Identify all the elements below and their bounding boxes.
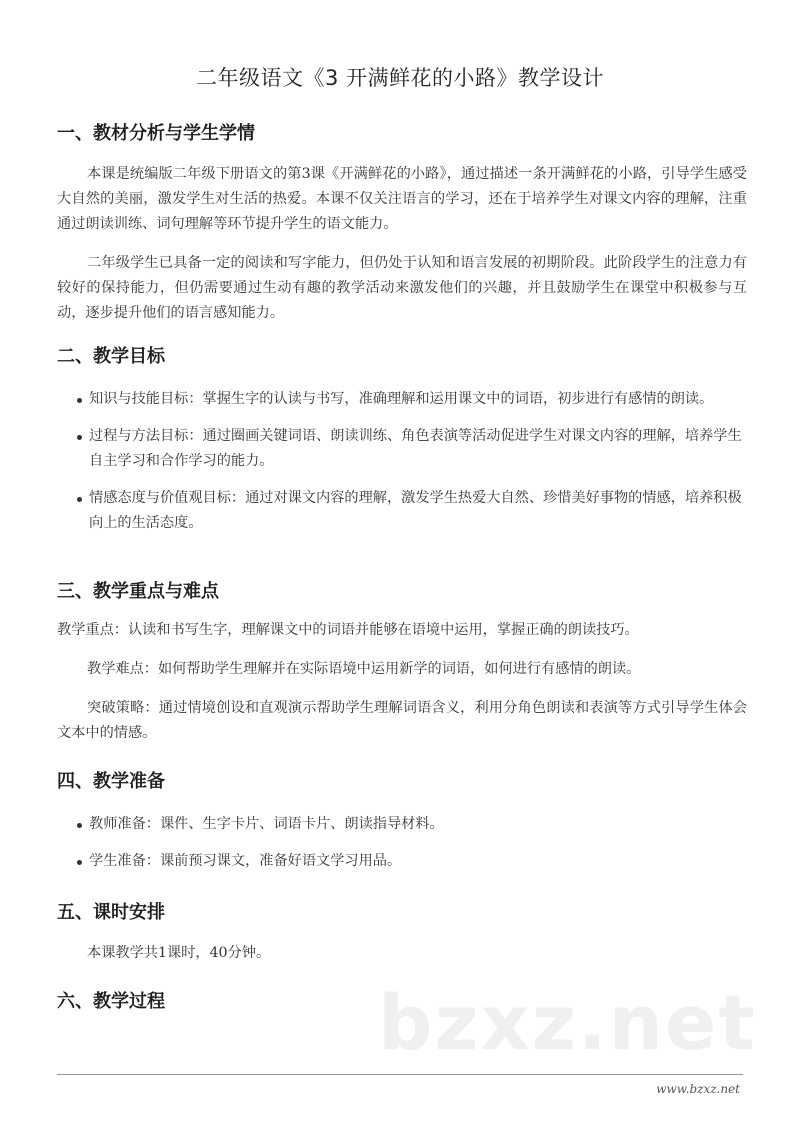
bullet-icon [77, 497, 82, 502]
document-title: 二年级语文《3 开满鲜花的小路》教学设计 [195, 66, 605, 90]
paragraph: 本课教学共1课时，40分钟。 [87, 945, 271, 961]
list-item-text: 学生准备：课前预习课文，准备好语文学习用品。 [89, 853, 402, 869]
section-class-schedule [57, 901, 747, 980]
bullet-icon [77, 860, 82, 865]
paragraph-key-point: 教学重点：认读和书写生字，理解课文中的词语并能够在语境中运用，掌握正确的朗读技巧。 [57, 622, 639, 638]
section-key-points-difficulties [57, 580, 747, 760]
paragraph-strategy: 突破策略：通过情境创设和直观演示帮助学生理解词语含义，利用分角色朗读和表演等方式引导学生体会文本中的情感。 [57, 700, 747, 741]
paragraph: 二年级学生已具备一定的阅读和写字能力，但仍处于认知和语言发展的初期阶段。此阶段学生的注意力有较好的保持能力，但仍需要通过生动有趣的教学活动来激发他们的兴趣，并且鼓励学生在课堂中积极参与互动，逐步提升他们的语言感知能力。 [57, 255, 747, 321]
footer-url: www.bzxz.net [656, 1082, 740, 1096]
paragraph-difficulty: 教学难点：如何帮助学生理解并在实际语境中运用新学的词语，如何进行有感情的朗读。 [87, 661, 641, 677]
footer-divider [57, 1074, 743, 1075]
preparation-list [57, 812, 747, 874]
section-heading: 三、教学重点与难点 [57, 581, 219, 602]
list-item-text: 情感态度与价值观目标：通过对课文内容的理解，激发学生热爱大自然、珍惜美好事物的情感，培养积极向上的生活态度。 [89, 490, 742, 531]
paragraph: 本课是统编版二年级下册语文的第3课《开满鲜花的小路》，通过描述一条开满鲜花的小路，引导学生感受大自然的美丽，激发学生对生活的热爱。本课不仅关注语言的学习，还在于培养学生对课文内容的理解，注重通过朗读训练、词句理解等环节提升学生的语文能力。 [57, 166, 747, 232]
section-heading: 四、教学准备 [57, 771, 165, 792]
list-item [57, 486, 747, 536]
section-heading: 一、教材分析与学生学情 [57, 123, 255, 144]
list-item-text: 过程与方法目标：通过圈画关键词语、朗读训练、角色表演等活动促进学生对课文内容的理解，培养学生自主学习和合作学习的能力。 [89, 428, 742, 469]
list-item [57, 387, 747, 412]
bullet-icon [77, 398, 82, 403]
list-item-text: 知识与技能目标：掌握生字的认读与书写，准确理解和运用课文中的词语，初步进行有感情的朗读。 [89, 391, 714, 407]
section-teaching-objectives [57, 345, 747, 548]
section-heading: 五、课时安排 [57, 902, 165, 923]
list-item-text: 教师准备：课件、生字卡片、词语卡片、朗读指导材料。 [89, 816, 444, 832]
list-item [57, 424, 747, 474]
section-heading: 二、教学目标 [57, 346, 165, 367]
section-textbook-analysis [57, 122, 747, 340]
bullet-icon [77, 435, 82, 440]
section-teaching-preparation [57, 770, 747, 886]
objectives-list [57, 387, 747, 536]
watermark: bzxz.net [378, 978, 757, 1067]
bullet-icon [77, 823, 82, 828]
section-heading: 六、教学过程 [57, 991, 165, 1012]
list-item [57, 812, 747, 837]
list-item [57, 849, 747, 874]
